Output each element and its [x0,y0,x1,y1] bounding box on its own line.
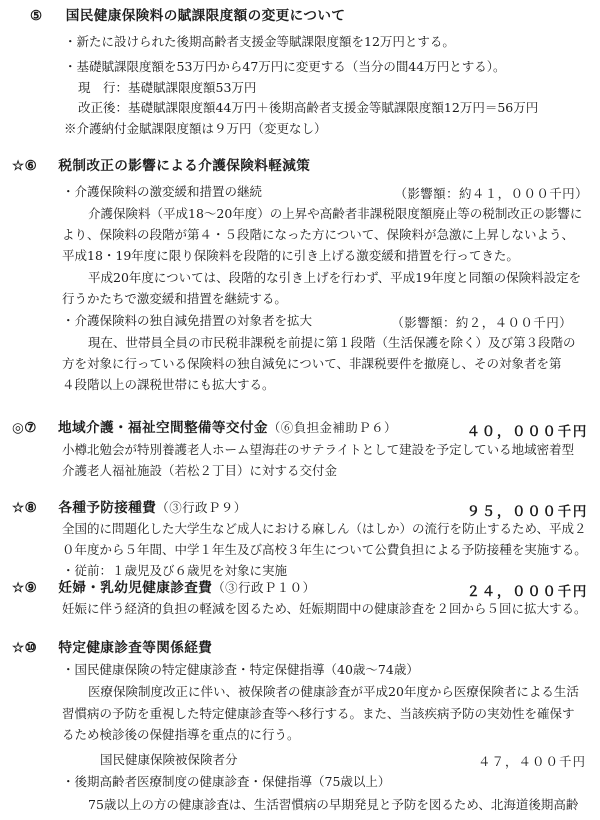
section-6-item-1-text-2: より、保険料の段階が第４・５段階になった方について、保険料が急激に上昇しないよう、 [62,227,575,242]
section-10-mark: ☆⑩ [12,640,38,656]
section-5-current [78,80,256,96]
section-7-heading [12,420,397,436]
section-5-current-text: 基礎賦課限度額53万円 [128,80,257,95]
section-5-bullet-1: ・新たに設けられた後期高齢者支援金等賦課限度額を12万円とする。 [64,34,455,49]
section-6-item-2-text-2: 方を対象に行っている保険料の独自減免について、非課税要件を撤廃し、その対象者を第 [62,356,562,371]
section-9-mark: ☆⑨ [12,580,38,596]
section-7-amount: ４０，０００千円 [466,424,588,440]
section-9-ref: （③行政Ｐ１０） [212,580,316,595]
section-7-text-1: 小樽北勉会が特別養護老人ホーム望海荘のサテライトとして建設を予定している地域密着型 [62,442,575,457]
section-10-item-1-amount: ４７，４００千円 [477,754,586,769]
section-5-mark: ⑤ [30,8,43,24]
section-8-text-1: 全国的に問題化した大学生など成人における麻しん（はしか）の流行を防止するため、平成２ [62,521,587,536]
section-10-item-1-text-2: 習慣病の予防を重視した特定健康診査等へ移行する。また、当該疾病予防の実効性を確保す [62,706,575,721]
section-6-item-1-text-3: 平成18・19年度に限り保険料を段階的に引き上げる激変緩和措置を行ってきた。 [62,248,519,263]
section-6-mark: ☆⑥ [12,158,38,174]
section-7-text-2: 介護老人福祉施設（若松２丁目）に対する交付金 [62,463,338,478]
section-6-item-2-impact: （影響額：約２，４００千円） [391,315,572,330]
section-6-item-2-title: ・介護保険料の独自減免措置の対象者を拡大 [62,313,313,328]
section-5-current-label: 現 行： [78,80,129,95]
section-10-item-1-sub-label: 国民健康保険被保険者分 [100,752,238,767]
section-9-amount: ２４，０００千円 [466,584,588,600]
section-10-item-2-text-1: 75歳以上の方の健康診査は、生活習慣病の早期発見と予防を図るため、北海道後期高齢 [88,797,579,812]
section-8-mark: ☆⑧ [12,500,38,516]
section-6-item-1-text-5: 行うかたちで激変緩和措置を継続する。 [62,291,287,306]
section-7-title: 地域介護・福祉空間整備等交付金 [58,420,268,436]
section-8-heading [12,500,247,516]
section-5-heading [30,8,345,24]
section-10-item-1-text-1: 医療保険制度改正に伴い、被保険者の健康診査が平成20年度から医療保険者による生活 [88,684,579,699]
section-5-revised-label: 改正後： [78,100,129,115]
section-5-revised [78,100,538,116]
section-5-note: ※介護納付金賦課限度額は９万円（変更なし） [64,121,327,136]
section-8-amount: ９５，０００千円 [466,504,588,520]
section-6-title: 税制改正の影響による介護保険料軽減策 [58,158,311,174]
section-6-item-1-title: ・介護保険料の激変緩和措置の継続 [62,184,263,199]
section-6-item-1-impact: （影響額：約４１，０００千円） [394,186,588,201]
section-9-title: 妊婦・乳幼児健康診査費 [58,580,213,596]
section-6-heading [12,158,310,174]
section-10-item-1-text-3: るため検診後の保健指導を重点的に行う。 [62,727,300,742]
section-5-bullet-2: ・基礎賦課限度額を53万円から47万円に変更する（当分の間44万円とする）。 [64,59,506,74]
section-5-revised-text: 基礎賦課限度額44万円＋後期高齢者支援金等賦課限度額12万円＝56万円 [128,100,539,115]
section-7-ref: （⑥負担金補助Ｐ６） [267,420,397,435]
section-9-heading [12,580,315,596]
section-8-bullet-1: ・従前：１歳児及び６歳児を対象に実施 [62,563,288,578]
section-5-title: 国民健康保険料の賦課限度額の変更について [65,8,346,24]
section-9-text-1: 妊娠に伴う経済的負担の軽減を図るため、妊娠期間中の健康診査を２回から５回に拡大する。 [62,601,587,616]
section-7-mark: ◎⑦ [12,420,37,436]
section-6-item-1-text-1: 介護保険料（平成18～20年度）の上昇や高齢者非課税限度額廃止等の税制改正の影響に [88,206,583,221]
section-10-item-2-title: ・後期高齢者医療制度の健康診査・保健指導（75歳以上） [62,774,391,789]
section-8-ref: （③行政Ｐ９） [156,500,247,515]
section-8-text-2: ０年度から５年間、中学１年生及び高校３年生について公費負担による予防接種を実施する。 [62,542,587,557]
section-6-item-1-text-4: 平成20年度については、段階的な引き上げを行わず、平成19年度と同額の保険料設定を [88,270,582,285]
section-10-title: 特定健康診査等関係経費 [58,640,213,656]
section-8-title: 各種予防接種費 [58,500,157,516]
section-10-heading [12,640,212,656]
section-6-item-2-text-1: 現在、世帯員全員の市民税非課税を前提に第１段階（生活保護を除く）及び第３段階の [88,335,576,350]
section-10-item-1-title: ・国民健康保険の特定健康診査・特定保健指導（40歳～74歳） [62,662,419,677]
section-6-item-2-text-3: ４段階以上の課税世帯にも拡大する。 [62,377,275,392]
